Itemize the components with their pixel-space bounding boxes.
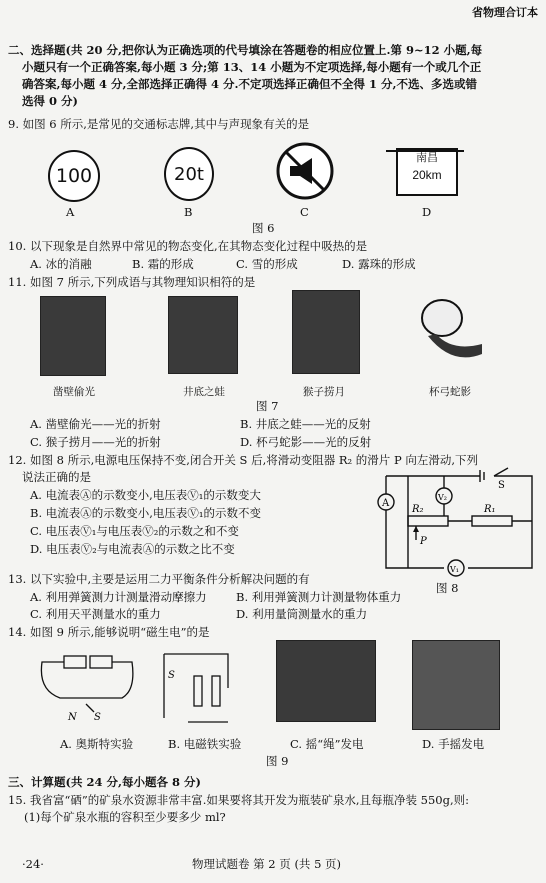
q11-option-d: D. 杯弓蛇影——光的反射 bbox=[240, 435, 372, 449]
q11-option-c: C. 猴子捞月——光的折射 bbox=[30, 435, 161, 449]
distance-sign-city: 南昌 bbox=[416, 152, 438, 164]
q12-option-a: A. 电流表Ⓐ的示数变小,电压表Ⓥ₁的示数变大 bbox=[30, 488, 261, 502]
q10-option-c: C. 雪的形成 bbox=[236, 257, 298, 271]
r2-label: R₂ bbox=[412, 504, 424, 515]
v1-label: V₁ bbox=[450, 565, 459, 574]
section-3-title: 三、计算题(共 24 分,每小题各 8 分) bbox=[8, 775, 201, 789]
q9-label-a: A bbox=[66, 205, 75, 219]
needle-s-label: S bbox=[94, 712, 101, 723]
q14-caption-b: B. 电磁铁实验 bbox=[168, 737, 242, 751]
ammeter-label: A bbox=[382, 498, 390, 509]
q13-option-a: A. 利用弹簧测力计测量滑动摩擦力 bbox=[30, 590, 207, 604]
q11-option-b: B. 井底之蛙——光的反射 bbox=[240, 417, 371, 431]
q15-stem: 15. 我省富“硒”的矿泉水资源非常丰富.如果要将其开发为瓶装矿泉水,且每瓶净装 550g,则: bbox=[8, 793, 470, 807]
switch-label: S bbox=[498, 480, 505, 491]
rope-generator-photo bbox=[276, 640, 376, 722]
section-2-line-1: 二、选择题(共 20 分,把你认为正确选项的代号填涂在答题卷的相应位置上.第 9~12 小题,每 bbox=[8, 43, 483, 57]
needle-n-label: N bbox=[68, 712, 77, 723]
q9-stem: 9. 如图 6 所示,是常见的交通标志牌,其中与声现象有关的是 bbox=[8, 117, 310, 131]
figure-9-caption: 图 9 bbox=[266, 754, 289, 768]
figure-8-caption: 图 8 bbox=[436, 581, 459, 595]
q15-part-1: (1)每个矿泉水瓶的容积至少要多少 ml? bbox=[24, 810, 226, 824]
switch-s-label: S bbox=[168, 670, 175, 681]
q10-option-b: B. 霜的形成 bbox=[132, 257, 194, 271]
cup-bow-illustration bbox=[412, 296, 486, 368]
q11-option-a: A. 凿壁偷光——光的折射 bbox=[30, 417, 161, 431]
q10-stem: 10. 以下现象是自然界中常见的物态变化,在其物态变化过程中吸热的是 bbox=[8, 239, 368, 253]
section-2-line-2: 小题只有一个正确答案,每小题 3 分;第 13、14 小题为不定项选择,每小题有一个或几个正 bbox=[22, 60, 482, 74]
electromagnet-experiment-diagram bbox=[158, 648, 244, 732]
footer-title: 物理试题卷 第 2 页 (共 5 页) bbox=[192, 857, 342, 871]
q12-option-d: D. 电压表Ⓥ₂与电流表Ⓐ的示数之比不变 bbox=[30, 542, 235, 556]
q10-option-d: D. 露珠的形成 bbox=[342, 257, 416, 271]
q10-option-a: A. 冰的消融 bbox=[30, 257, 92, 271]
section-2-line-4: 选得 0 分) bbox=[22, 94, 78, 108]
q11-caption-b: 井底之蛙 bbox=[183, 386, 225, 398]
p-label: P bbox=[420, 536, 427, 547]
section-2-line-3: 确答案,每小题 4 分,全部选择正确得 4 分.不定项选择正确但不全得 1 分,不选、多选或错 bbox=[22, 77, 478, 91]
q12-stem-line-2: 说法正确的是 bbox=[22, 470, 91, 484]
section-2-instructions bbox=[8, 42, 538, 110]
q11-caption-c: 猴子捞月 bbox=[303, 386, 345, 398]
q11-caption-a: 凿壁偷光 bbox=[53, 386, 95, 398]
frog-in-well-illustration bbox=[168, 296, 238, 374]
distance-sign bbox=[396, 148, 458, 196]
sign-post bbox=[386, 150, 464, 152]
header-label: 省物理合订本 bbox=[472, 6, 538, 19]
q13-stem: 13. 以下实验中,主要是运用二力平衡条件分析解决问题的有 bbox=[8, 572, 310, 586]
q9-label-d: D bbox=[422, 205, 432, 219]
q13-option-b: B. 利用弹簧测力计测量物体重力 bbox=[236, 590, 402, 604]
q14-caption-c: C. 摇“绳”发电 bbox=[290, 737, 364, 751]
q14-caption-a: A. 奥斯特实验 bbox=[60, 737, 134, 751]
q13-option-d: D. 利用量筒测量水的重力 bbox=[236, 607, 368, 621]
q9-label-c: C bbox=[300, 205, 309, 219]
hand-generator-photo bbox=[412, 640, 500, 730]
figure-6-caption: 图 6 bbox=[252, 221, 275, 235]
weight-limit-text: 20t bbox=[174, 163, 204, 185]
q14-caption-d: D. 手摇发电 bbox=[422, 737, 485, 751]
q12-option-c: C. 电压表Ⓥ₁与电压表Ⓥ₂的示数之和不变 bbox=[30, 524, 239, 538]
weight-limit-sign bbox=[164, 147, 214, 201]
oersted-experiment-diagram bbox=[36, 650, 146, 730]
q11-caption-d: 杯弓蛇影 bbox=[429, 386, 471, 398]
q9-label-b: B bbox=[184, 205, 193, 219]
q11-stem: 11. 如图 7 所示,下列成语与其物理知识相符的是 bbox=[8, 275, 256, 289]
circuit-diagram bbox=[372, 464, 540, 580]
q13-option-c: C. 利用天平测量水的重力 bbox=[30, 607, 161, 621]
no-horn-sign-icon bbox=[274, 140, 336, 202]
q12-option-b: B. 电流表Ⓐ的示数变小,电压表Ⓥ₁的示数不变 bbox=[30, 506, 262, 520]
figure-7-caption: 图 7 bbox=[256, 399, 279, 413]
monkeys-moon-illustration bbox=[292, 290, 360, 374]
q12-stem-line-1: 12. 如图 8 所示,电源电压保持不变,闭合开关 S 后,将滑动变阻器 R₂ 的滑片 P 向左滑动,下列 bbox=[8, 453, 479, 467]
speed-limit-text: 100 bbox=[55, 165, 93, 187]
q14-stem: 14. 如图 9 所示,能够说明“磁生电”的是 bbox=[8, 625, 210, 639]
v2-label: V₂ bbox=[438, 493, 447, 502]
speed-limit-sign bbox=[48, 150, 100, 202]
wall-light-illustration bbox=[40, 296, 106, 376]
r1-label: R₁ bbox=[484, 504, 496, 515]
page-number: ·24· bbox=[22, 857, 44, 871]
distance-sign-km: 20km bbox=[412, 168, 442, 182]
